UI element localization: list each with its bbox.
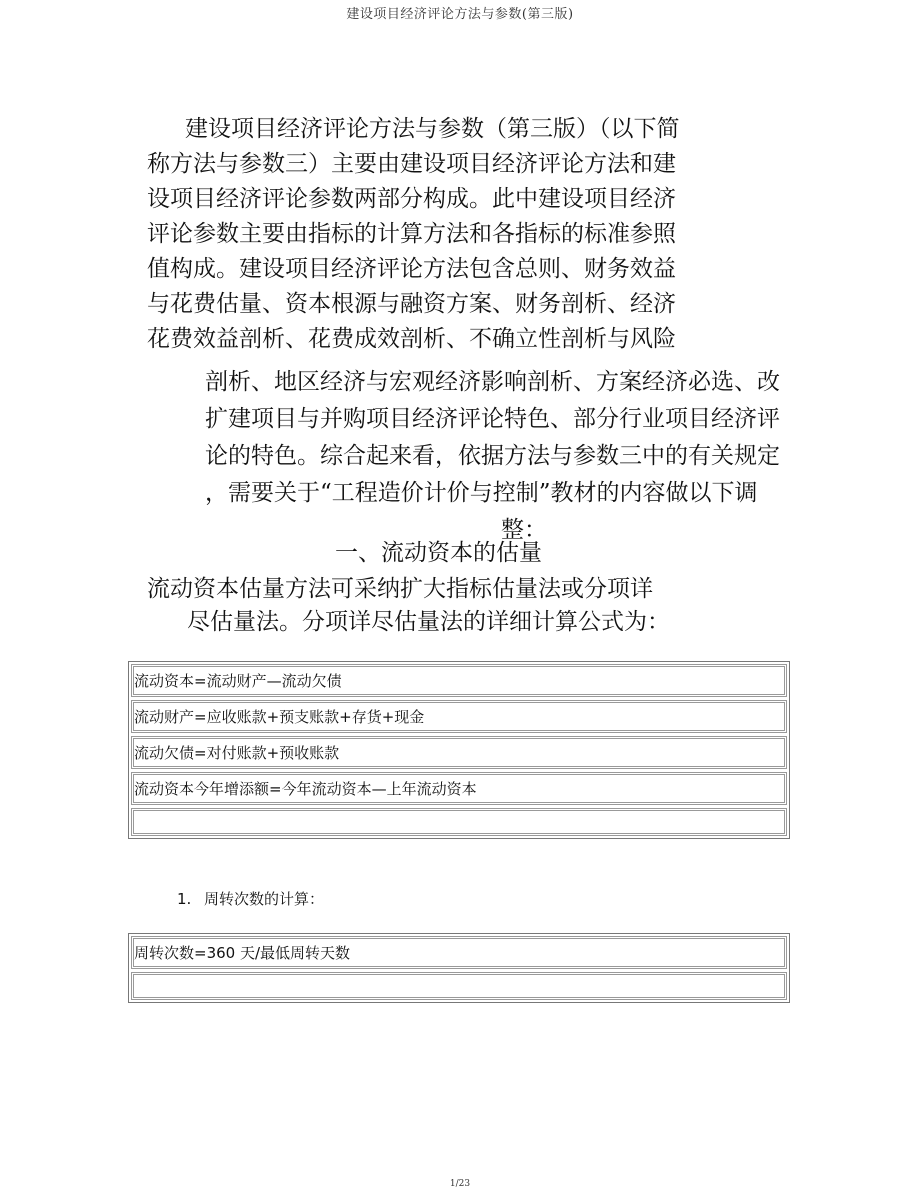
text-line: 与花费估量、资本根源与融资方案、财务剖析、经济 [147, 291, 676, 317]
formula-row: 流动资本今年增添额=今年流动资本—上年流动资本 [131, 772, 787, 805]
text-line: 称方法与参数三）主要由建设项目经济评论方法和建 [147, 151, 676, 177]
method-paragraph [147, 573, 670, 639]
section-heading: 一、流动资本的估量 [335, 540, 542, 566]
list-number: 1. [177, 890, 192, 908]
text-line: 整： [501, 517, 547, 543]
list-text: 周转次数的计算： [204, 890, 325, 908]
text-line: 剖析、地区经济与宏观经济影响剖析、方案经济必选、改 [205, 369, 780, 395]
page-number: 1/23 [449, 1179, 471, 1189]
page-header: 建设项目经济评论方法与参数(第三版) [346, 7, 574, 22]
formula-row: 流动资本=流动财产—流动欠债 [131, 664, 787, 697]
formula-row-empty [131, 808, 787, 836]
text-line: 建设项目经济评论方法与参数（第三版）（以下简 [185, 116, 680, 142]
formula-row: 周转次数=360 天/最低周转天数 [131, 936, 787, 969]
text-line: ，需要关于“工程造价计价与控制”教材的内容做以下调 [205, 480, 758, 506]
text-line: 设项目经济评论参数两部分构成。此中建设项目经济 [147, 186, 676, 212]
text-line: 评论参数主要由指标的计算方法和各指标的标准参照 [147, 221, 676, 247]
text-line: 扩建项目与并购项目经济评论特色、部分行业项目经济评 [205, 406, 780, 432]
intro-paragraph [147, 112, 680, 357]
text-line: 尽估量法。分项详尽估量法的详细计算公式为： [187, 609, 670, 635]
text-line: 论的特色。综合起来看，依据方法与参数三中的有关规定 [205, 443, 780, 469]
formula-table-turnover [128, 933, 790, 1003]
formula-row-empty [131, 972, 787, 1000]
formula-row: 流动财产=应收账款+预支账款+存货+现金 [131, 700, 787, 733]
list-item-turnover [177, 888, 324, 909]
continuation-paragraph [205, 364, 780, 549]
text-line: 值构成。建设项目经济评论方法包含总则、财务效益 [147, 256, 676, 282]
text-line: 流动资本估量方法可采纳扩大指标估量法或分项详 [147, 576, 653, 602]
formula-row: 流动欠债=对付账款+预收账款 [131, 736, 787, 769]
text-line: 花费效益剖析、花费成效剖析、不确立性剖析与风险 [147, 326, 676, 352]
formula-table-working-capital [128, 661, 790, 839]
